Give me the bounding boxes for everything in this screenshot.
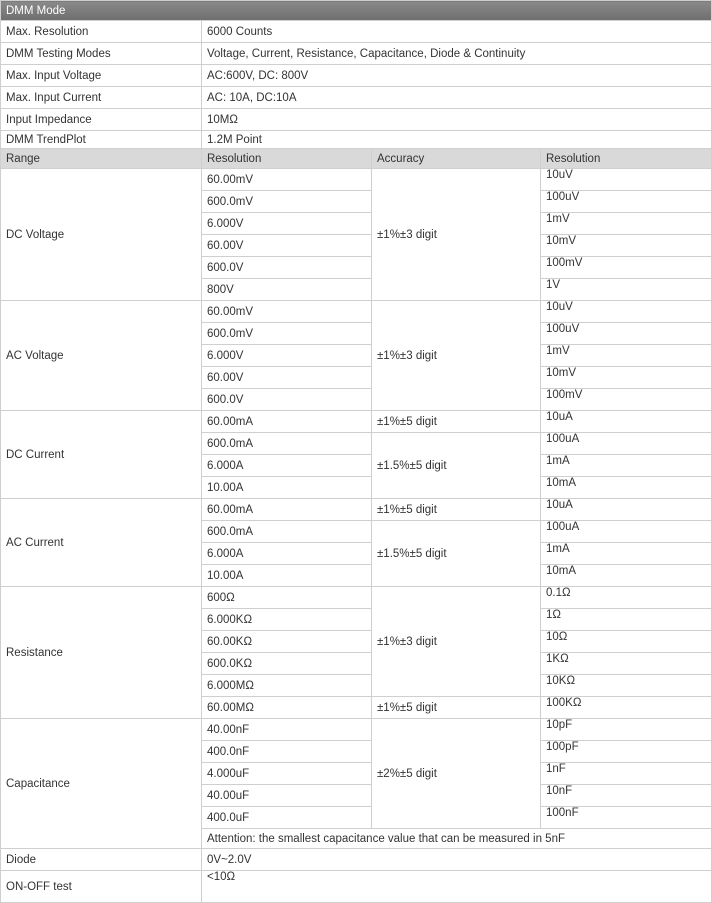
resolution-value: 1mV: [541, 345, 712, 367]
range-group-name: DC Voltage: [1, 169, 202, 301]
spec-label: Max. Resolution: [1, 21, 202, 43]
resolution-value: 1KΩ: [541, 653, 712, 675]
spec-value: AC:600V, DC: 800V: [202, 65, 712, 87]
spec-row: [1, 131, 712, 149]
resolution-value: 100mV: [541, 389, 712, 411]
resolution-value: 100nF: [541, 807, 712, 829]
range-value: 60.00V: [202, 367, 372, 389]
footer-row: [1, 849, 712, 871]
range-value: 4.000uF: [202, 763, 372, 785]
range-value: 6.000V: [202, 345, 372, 367]
resolution-value: 10uV: [541, 301, 712, 323]
range-group-name: AC Current: [1, 499, 202, 587]
resolution-value: 10mV: [541, 235, 712, 257]
spec-row: [1, 65, 712, 87]
spec-value: Voltage, Current, Resistance, Capacitance, Diode & Continuity: [202, 43, 712, 65]
range-header-row: [1, 149, 712, 169]
range-group-name: AC Voltage: [1, 301, 202, 411]
spec-label: Max. Input Voltage: [1, 65, 202, 87]
range-value: 400.0uF: [202, 807, 372, 829]
capacitance-note: Attention: the smallest capacitance value that can be measured in 5nF: [202, 829, 712, 849]
resolution-value: 10KΩ: [541, 675, 712, 697]
range-value: 600.0KΩ: [202, 653, 372, 675]
footer-value: <10Ω: [202, 871, 712, 903]
table-row: [1, 499, 712, 521]
resolution-value: 100KΩ: [541, 697, 712, 719]
footer-value: 0V~2.0V: [202, 849, 712, 871]
range-value: 6.000A: [202, 543, 372, 565]
range-value: 400.0nF: [202, 741, 372, 763]
column-header: Resolution: [541, 149, 712, 169]
range-value: 6.000MΩ: [202, 675, 372, 697]
resolution-value: 10uV: [541, 169, 712, 191]
resolution-value: 100uA: [541, 521, 712, 543]
resolution-value: 10pF: [541, 719, 712, 741]
footer-label: ON-OFF test: [1, 871, 202, 903]
spec-value: AC: 10A, DC:10A: [202, 87, 712, 109]
resolution-value: 10mA: [541, 565, 712, 587]
resolution-value: 10nF: [541, 785, 712, 807]
spec-value: 10MΩ: [202, 109, 712, 131]
table-title: DMM Mode: [1, 1, 712, 21]
resolution-value: 1mA: [541, 543, 712, 565]
table-row: [1, 719, 712, 741]
range-value: 10.00A: [202, 477, 372, 499]
resolution-value: 1mA: [541, 455, 712, 477]
range-value: 60.00V: [202, 235, 372, 257]
resolution-value: 100uV: [541, 191, 712, 213]
accuracy-value: ±2%±5 digit: [372, 719, 541, 829]
accuracy-value: ±1%±3 digit: [372, 301, 541, 411]
table-row: [1, 587, 712, 609]
resolution-value: 10mA: [541, 477, 712, 499]
table-row: [1, 411, 712, 433]
resolution-value: 0.1Ω: [541, 587, 712, 609]
range-value: 60.00mA: [202, 411, 372, 433]
range-value: 60.00MΩ: [202, 697, 372, 719]
accuracy-value: ±1%±5 digit: [372, 499, 541, 521]
resolution-value: 100pF: [541, 741, 712, 763]
range-value: 600.0mV: [202, 323, 372, 345]
range-group-name: Resistance: [1, 587, 202, 719]
range-value: 6.000A: [202, 455, 372, 477]
resolution-value: 1Ω: [541, 609, 712, 631]
range-value: 60.00mA: [202, 499, 372, 521]
range-value: 60.00mV: [202, 169, 372, 191]
spec-label: DMM TrendPlot: [1, 131, 202, 149]
accuracy-value: ±1%±5 digit: [372, 697, 541, 719]
range-value: 10.00A: [202, 565, 372, 587]
spec-row: [1, 21, 712, 43]
spec-label: Input Impedance: [1, 109, 202, 131]
column-header: Range: [1, 149, 202, 169]
resolution-value: 100mV: [541, 257, 712, 279]
range-value: 600.0mA: [202, 433, 372, 455]
spec-label: Max. Input Current: [1, 87, 202, 109]
resolution-value: 1V: [541, 279, 712, 301]
spec-value: 6000 Counts: [202, 21, 712, 43]
column-header: Accuracy: [372, 149, 541, 169]
table-row: [1, 169, 712, 191]
resolution-value: 100uA: [541, 433, 712, 455]
spec-value: 1.2M Point: [202, 131, 712, 149]
range-value: 600.0V: [202, 389, 372, 411]
column-header: Resolution: [202, 149, 372, 169]
resolution-value: 100uV: [541, 323, 712, 345]
range-group-name: Capacitance: [1, 719, 202, 849]
footer-label: Diode: [1, 849, 202, 871]
resolution-value: 10uA: [541, 499, 712, 521]
range-value: 600Ω: [202, 587, 372, 609]
range-value: 600.0mV: [202, 191, 372, 213]
range-value: 6.000V: [202, 213, 372, 235]
resolution-value: 1nF: [541, 763, 712, 785]
range-value: 60.00KΩ: [202, 631, 372, 653]
range-value: 800V: [202, 279, 372, 301]
range-value: 600.0mA: [202, 521, 372, 543]
title-row: [1, 1, 712, 21]
resolution-value: 1mV: [541, 213, 712, 235]
spec-row: [1, 43, 712, 65]
resolution-value: 10uA: [541, 411, 712, 433]
table-row: [1, 301, 712, 323]
accuracy-value: ±1%±3 digit: [372, 169, 541, 301]
range-value: 40.00uF: [202, 785, 372, 807]
spec-row: [1, 87, 712, 109]
spec-label: DMM Testing Modes: [1, 43, 202, 65]
range-group-name: DC Current: [1, 411, 202, 499]
range-value: 600.0V: [202, 257, 372, 279]
range-value: 60.00mV: [202, 301, 372, 323]
accuracy-value: ±1%±5 digit: [372, 411, 541, 433]
resolution-value: 10Ω: [541, 631, 712, 653]
accuracy-value: ±1.5%±5 digit: [372, 433, 541, 499]
resolution-value: 10mV: [541, 367, 712, 389]
spec-row: [1, 109, 712, 131]
range-value: 6.000KΩ: [202, 609, 372, 631]
range-value: 40.00nF: [202, 719, 372, 741]
accuracy-value: ±1.5%±5 digit: [372, 521, 541, 587]
accuracy-value: ±1%±3 digit: [372, 587, 541, 697]
